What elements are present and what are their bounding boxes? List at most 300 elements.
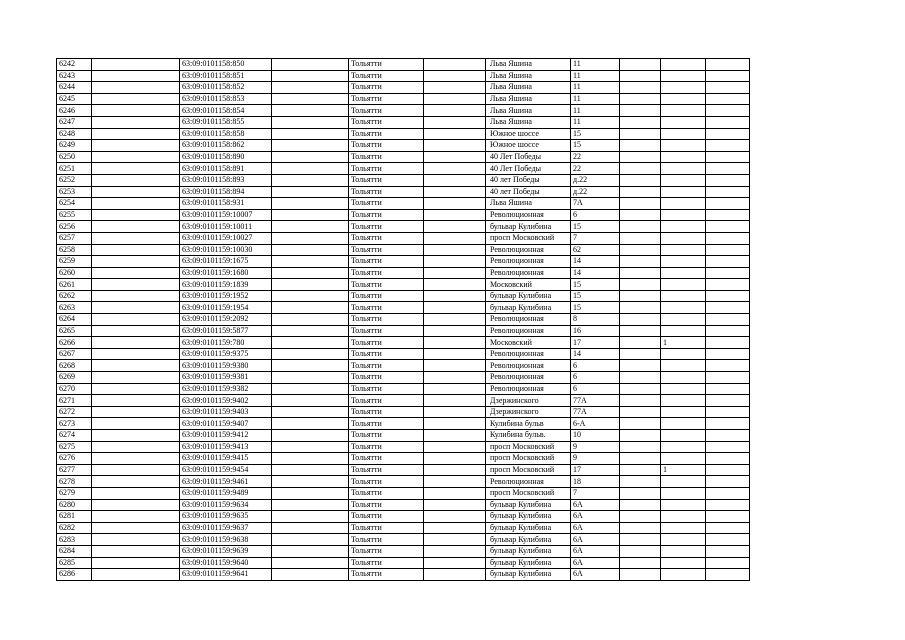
blank-cell-cell [424,59,486,71]
count-cell [661,395,706,407]
house-number-cell: 14 [571,348,620,360]
blank-cell-cell [272,325,349,337]
blank-cell-cell [620,105,661,117]
blank-cell-cell [620,360,661,372]
blank-cell-cell [620,209,661,221]
blank-cell-cell [706,464,750,476]
blank-cell-cell [92,499,180,511]
table-row [57,569,750,581]
table-row [57,128,750,140]
row-number-cell: 6269 [57,372,92,384]
street-cell: 40 лет Победы [486,186,571,198]
table-row [57,221,750,233]
blank-cell-cell [424,140,486,152]
street-cell: Льва Яшина [486,105,571,117]
blank-cell-cell [272,314,349,326]
blank-cell-cell [92,221,180,233]
count-cell [661,569,706,581]
city-cell: Тольятти [349,140,424,152]
table-row [57,360,750,372]
blank-cell-cell [620,499,661,511]
city-cell: Тольятти [349,487,424,499]
cadastral-number-cell: 63:09:0101159:9412 [180,430,272,442]
blank-cell-cell [272,430,349,442]
blank-cell-cell [272,105,349,117]
blank-cell-cell [272,360,349,372]
blank-cell-cell [620,82,661,94]
blank-cell-cell [620,511,661,523]
cadastral-number-cell: 63:09:0101159:1675 [180,256,272,268]
blank-cell-cell [272,116,349,128]
city-cell: Тольятти [349,70,424,82]
count-cell [661,325,706,337]
row-number-cell: 6268 [57,360,92,372]
table-row [57,499,750,511]
blank-cell-cell [92,557,180,569]
blank-cell-cell [706,256,750,268]
table-row [57,244,750,256]
row-number-cell: 6257 [57,232,92,244]
blank-cell-cell [706,418,750,430]
blank-cell-cell [92,430,180,442]
row-number-cell: 6254 [57,198,92,210]
cadastral-number-cell: 63:09:0101159:9461 [180,476,272,488]
count-cell [661,418,706,430]
blank-cell-cell [620,534,661,546]
blank-cell-cell [424,325,486,337]
blank-cell-cell [92,302,180,314]
street-cell: бульвар Кулибина [486,302,571,314]
house-number-cell: 6А [571,511,620,523]
blank-cell-cell [706,290,750,302]
count-cell [661,453,706,465]
street-cell: Льва Яшина [486,70,571,82]
blank-cell-cell [424,256,486,268]
cadastral-number-cell: 63:09:0101159:9415 [180,453,272,465]
table-row [57,209,750,221]
blank-cell-cell [92,569,180,581]
blank-cell-cell [92,140,180,152]
street-cell: Московский [486,337,571,349]
table-row [57,232,750,244]
blank-cell-cell [424,487,486,499]
street-cell: просп Московский [486,464,571,476]
cadastral-number-cell: 63:09:0101159:780 [180,337,272,349]
street-cell: Льва Яшина [486,93,571,105]
count-cell [661,209,706,221]
city-cell: Тольятти [349,290,424,302]
blank-cell-cell [424,372,486,384]
table-row [57,406,750,418]
blank-cell-cell [92,441,180,453]
blank-cell-cell [272,487,349,499]
blank-cell-cell [272,557,349,569]
city-cell: Тольятти [349,302,424,314]
row-number-cell: 6258 [57,244,92,256]
blank-cell-cell [272,290,349,302]
street-cell: 40 Лет Победы [486,151,571,163]
blank-cell-cell [620,476,661,488]
count-cell [661,186,706,198]
house-number-cell: 11 [571,93,620,105]
count-cell: 1 [661,337,706,349]
count-cell [661,244,706,256]
house-number-cell: 11 [571,82,620,94]
blank-cell-cell [706,186,750,198]
blank-cell-cell [92,163,180,175]
count-cell [661,105,706,117]
table-row [57,372,750,384]
cadastral-number-cell: 63:09:0101159:9402 [180,395,272,407]
blank-cell-cell [92,360,180,372]
house-number-cell: 6А [571,522,620,534]
blank-cell-cell [706,569,750,581]
city-cell: Тольятти [349,453,424,465]
blank-cell-cell [424,279,486,291]
row-number-cell: 6243 [57,70,92,82]
city-cell: Тольятти [349,534,424,546]
city-cell: Тольятти [349,128,424,140]
row-number-cell: 6270 [57,383,92,395]
cadastral-number-cell: 63:09:0101159:9635 [180,511,272,523]
blank-cell-cell [272,534,349,546]
street-cell: Московский [486,279,571,291]
blank-cell-cell [706,163,750,175]
blank-cell-cell [92,476,180,488]
blank-cell-cell [272,244,349,256]
table-row [57,383,750,395]
cadastral-number-cell: 63:09:0101159:10027 [180,232,272,244]
count-cell [661,82,706,94]
blank-cell-cell [92,82,180,94]
house-number-cell: 6А [571,569,620,581]
blank-cell-cell [620,337,661,349]
blank-cell-cell [706,534,750,546]
cadastral-number-cell: 63:09:0101159:9634 [180,499,272,511]
table-body [57,59,750,581]
row-number-cell: 6248 [57,128,92,140]
city-cell: Тольятти [349,337,424,349]
street-cell: просп Московский [486,232,571,244]
blank-cell-cell [706,453,750,465]
row-number-cell: 6259 [57,256,92,268]
row-number-cell: 6275 [57,441,92,453]
blank-cell-cell [92,256,180,268]
street-cell: просп Московский [486,453,571,465]
cadastral-number-cell: 63:09:0101159:9381 [180,372,272,384]
house-number-cell: 6 [571,383,620,395]
street-cell: Революционная [486,267,571,279]
blank-cell-cell [92,337,180,349]
house-number-cell: 15 [571,279,620,291]
blank-cell-cell [706,545,750,557]
blank-cell-cell [272,406,349,418]
house-number-cell: д.22 [571,174,620,186]
row-number-cell: 6283 [57,534,92,546]
street-cell: бульвар Кулибина [486,534,571,546]
city-cell: Тольятти [349,545,424,557]
blank-cell-cell [620,430,661,442]
blank-cell-cell [620,267,661,279]
street-cell: бульвар Кулибина [486,522,571,534]
blank-cell-cell [272,59,349,71]
city-cell: Тольятти [349,174,424,186]
row-number-cell: 6255 [57,209,92,221]
blank-cell-cell [272,186,349,198]
blank-cell-cell [620,232,661,244]
blank-cell-cell [706,232,750,244]
blank-cell-cell [424,151,486,163]
street-cell: Льва Яшина [486,59,571,71]
blank-cell-cell [424,244,486,256]
blank-cell-cell [92,70,180,82]
cadastral-number-cell: 63:09:0101159:10011 [180,221,272,233]
table-row [57,314,750,326]
blank-cell-cell [706,244,750,256]
table-row [57,70,750,82]
blank-cell-cell [92,453,180,465]
blank-cell-cell [272,395,349,407]
blank-cell-cell [620,256,661,268]
blank-cell-cell [620,221,661,233]
row-number-cell: 6274 [57,430,92,442]
city-cell: Тольятти [349,116,424,128]
house-number-cell: 6А [571,557,620,569]
blank-cell-cell [272,256,349,268]
city-cell: Тольятти [349,569,424,581]
city-cell: Тольятти [349,406,424,418]
blank-cell-cell [92,487,180,499]
street-cell: Кулибина бульв. [486,430,571,442]
blank-cell-cell [706,557,750,569]
house-number-cell: 15 [571,290,620,302]
blank-cell-cell [706,140,750,152]
blank-cell-cell [620,569,661,581]
street-cell: Дзержинского [486,406,571,418]
table-row [57,93,750,105]
cadastral-number-cell: 63:09:0101159:9454 [180,464,272,476]
house-number-cell: 7А [571,198,620,210]
table-row [57,557,750,569]
city-cell: Тольятти [349,209,424,221]
city-cell: Тольятти [349,511,424,523]
blank-cell-cell [92,116,180,128]
blank-cell-cell [424,302,486,314]
row-number-cell: 6263 [57,302,92,314]
cadastral-number-cell: 63:09:0101158:850 [180,59,272,71]
row-number-cell: 6265 [57,325,92,337]
blank-cell-cell [706,198,750,210]
blank-cell-cell [272,453,349,465]
count-cell [661,545,706,557]
blank-cell-cell [272,476,349,488]
table-row [57,174,750,186]
blank-cell-cell [620,279,661,291]
street-cell: Революционная [486,209,571,221]
row-number-cell: 6264 [57,314,92,326]
count-cell [661,221,706,233]
cadastral-number-cell: 63:09:0101158:853 [180,93,272,105]
street-cell: Революционная [486,325,571,337]
table-row [57,151,750,163]
blank-cell-cell [424,545,486,557]
blank-cell-cell [92,406,180,418]
count-cell [661,476,706,488]
blank-cell-cell [620,557,661,569]
blank-cell-cell [620,151,661,163]
table-row [57,534,750,546]
blank-cell-cell [706,279,750,291]
blank-cell-cell [92,372,180,384]
house-number-cell: 15 [571,302,620,314]
row-number-cell: 6278 [57,476,92,488]
blank-cell-cell [92,105,180,117]
house-number-cell: 10 [571,430,620,442]
blank-cell-cell [620,418,661,430]
blank-cell-cell [424,314,486,326]
table-row [57,105,750,117]
blank-cell-cell [620,406,661,418]
blank-cell-cell [272,163,349,175]
count-cell [661,302,706,314]
street-cell: бульвар Кулибина [486,569,571,581]
blank-cell-cell [92,314,180,326]
row-number-cell: 6267 [57,348,92,360]
blank-cell-cell [706,70,750,82]
city-cell: Тольятти [349,557,424,569]
blank-cell-cell [706,395,750,407]
city-cell: Тольятти [349,151,424,163]
table-row [57,82,750,94]
blank-cell-cell [272,93,349,105]
blank-cell-cell [92,198,180,210]
table-row [57,511,750,523]
city-cell: Тольятти [349,221,424,233]
house-number-cell: 11 [571,59,620,71]
blank-cell-cell [706,59,750,71]
city-cell: Тольятти [349,348,424,360]
blank-cell-cell [706,511,750,523]
cadastral-number-cell: 63:09:0101158:862 [180,140,272,152]
blank-cell-cell [424,82,486,94]
blank-cell-cell [424,174,486,186]
blank-cell-cell [706,441,750,453]
count-cell [661,290,706,302]
house-number-cell: 7 [571,487,620,499]
city-cell: Тольятти [349,430,424,442]
blank-cell-cell [706,174,750,186]
blank-cell-cell [92,290,180,302]
count-cell [661,314,706,326]
house-number-cell: 6А [571,534,620,546]
blank-cell-cell [620,186,661,198]
blank-cell-cell [272,441,349,453]
blank-cell-cell [92,395,180,407]
table-row [57,163,750,175]
blank-cell-cell [620,59,661,71]
row-number-cell: 6273 [57,418,92,430]
blank-cell-cell [620,140,661,152]
house-number-cell: 17 [571,337,620,349]
city-cell: Тольятти [349,59,424,71]
blank-cell-cell [620,487,661,499]
cadastral-number-cell: 63:09:0101159:9641 [180,569,272,581]
table-row [57,545,750,557]
blank-cell-cell [706,267,750,279]
house-number-cell: 9 [571,453,620,465]
house-number-cell: 8 [571,314,620,326]
blank-cell-cell [424,418,486,430]
row-number-cell: 6266 [57,337,92,349]
blank-cell-cell [272,372,349,384]
count-cell [661,348,706,360]
blank-cell-cell [272,522,349,534]
street-cell: бульвар Кулибина [486,545,571,557]
city-cell: Тольятти [349,232,424,244]
house-number-cell: 6-А [571,418,620,430]
blank-cell-cell [424,395,486,407]
city-cell: Тольятти [349,244,424,256]
blank-cell-cell [272,499,349,511]
blank-cell-cell [272,337,349,349]
blank-cell-cell [620,383,661,395]
blank-cell-cell [92,348,180,360]
blank-cell-cell [620,522,661,534]
blank-cell-cell [706,372,750,384]
blank-cell-cell [424,267,486,279]
blank-cell-cell [272,383,349,395]
row-number-cell: 6285 [57,557,92,569]
blank-cell-cell [424,383,486,395]
blank-cell-cell [620,116,661,128]
count-cell [661,59,706,71]
blank-cell-cell [424,116,486,128]
blank-cell-cell [706,93,750,105]
count-cell [661,93,706,105]
cadastral-number-cell: 63:09:0101159:2092 [180,314,272,326]
count-cell [661,163,706,175]
cadastral-number-cell: 63:09:0101158:855 [180,116,272,128]
table-row [57,418,750,430]
blank-cell-cell [706,522,750,534]
row-number-cell: 6272 [57,406,92,418]
blank-cell-cell [620,198,661,210]
table-row [57,140,750,152]
table-row [57,302,750,314]
street-cell: 40 Лет Победы [486,163,571,175]
count-cell [661,557,706,569]
house-number-cell: 18 [571,476,620,488]
street-cell: Революционная [486,372,571,384]
blank-cell-cell [272,232,349,244]
count-cell [661,372,706,384]
blank-cell-cell [620,348,661,360]
street-cell: Кулибина бульв [486,418,571,430]
cadastral-number-cell: 63:09:0101159:10030 [180,244,272,256]
table-row [57,430,750,442]
blank-cell-cell [424,511,486,523]
table-row [57,453,750,465]
row-number-cell: 6253 [57,186,92,198]
cadastral-number-cell: 63:09:0101158:852 [180,82,272,94]
cadastral-number-cell: 63:09:0101158:851 [180,70,272,82]
house-number-cell: 6 [571,209,620,221]
house-number-cell: 11 [571,116,620,128]
count-cell [661,499,706,511]
blank-cell-cell [92,128,180,140]
blank-cell-cell [424,221,486,233]
cadastral-number-cell: 63:09:0101158:894 [180,186,272,198]
